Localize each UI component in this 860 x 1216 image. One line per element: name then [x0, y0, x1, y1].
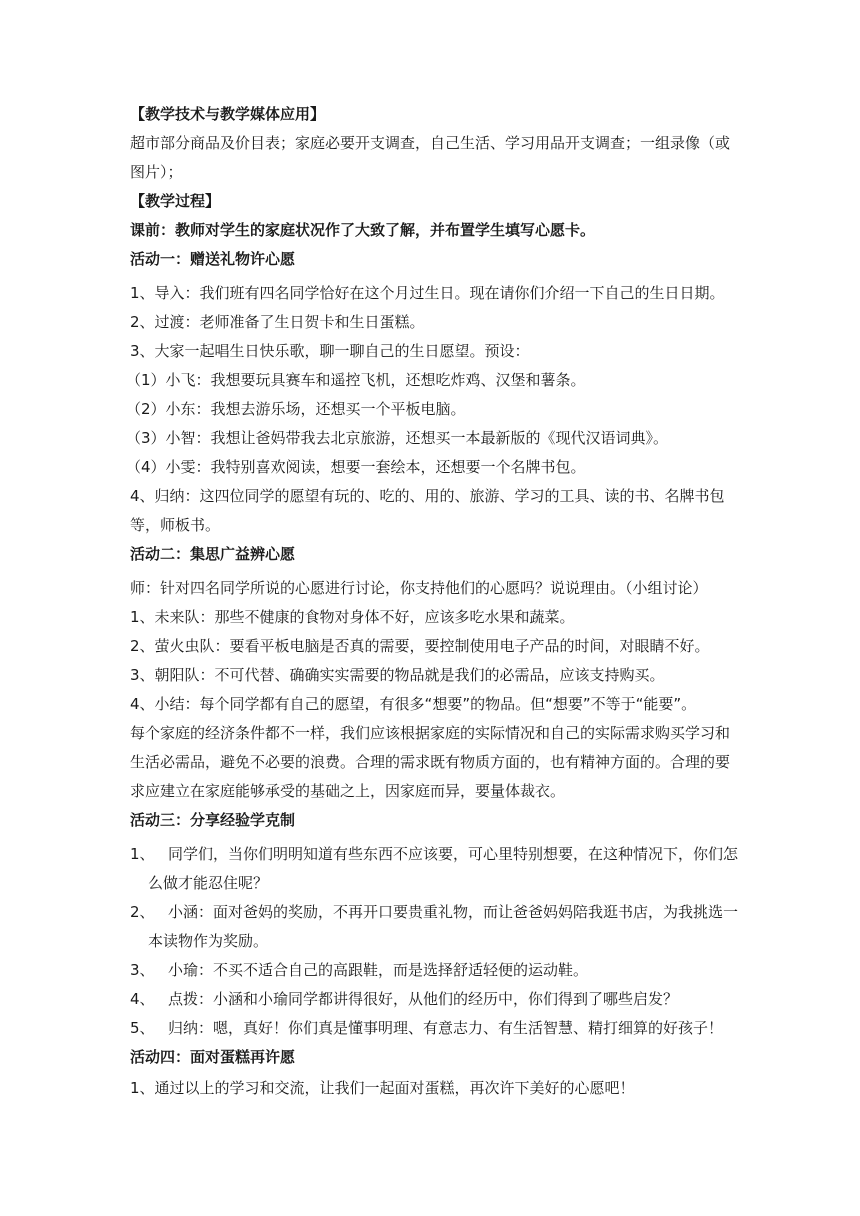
activity1-item: 2、过渡：老师准备了生日贺卡和生日蛋糕。 — [130, 313, 425, 331]
pre-class-line: 课前：教师对学生的家庭状况作了大致了解，并布置学生填写心愿卡。 — [130, 221, 596, 239]
activity3-title: 活动三：分享经验学克制 — [130, 811, 296, 829]
activity1-item: （4）小雯：我特别喜欢阅读，想要一套绘本，还想要一个名牌书包。 — [126, 458, 586, 476]
activity1-item: （2）小东：我想去游乐场，还想买一个平板电脑。 — [126, 400, 466, 418]
activity2-title: 活动二：集思广益辨心愿 — [130, 545, 296, 563]
activity1-item: （1）小飞：我想要玩具赛车和遥控飞机，还想吃炸鸡、汉堡和薯条。 — [126, 371, 586, 389]
section-heading-process: 【教学过程】 — [130, 192, 221, 210]
paragraph-media-2: 图片）； — [130, 163, 183, 181]
activity4-title: 活动四：面对蛋糕再许愿 — [130, 1048, 296, 1066]
activity3-item: 5、 归纳：嗯，真好！你们真是懂事明理、有意志力、有生活智慧、精打细算的好孩子！ — [130, 1019, 724, 1037]
activity2-item: 3、朝阳队：不可代替、确确实实需要的物品就是我们的必需品，应该支持购买。 — [130, 666, 665, 684]
activity3-item: 2、 小涵：面对爸妈的奖励，不再开口要贵重礼物，而让爸爸妈妈陪我逛书店，为我挑选一 — [130, 903, 739, 921]
activity3-item: 3、 小瑜：不买不适合自己的高跟鞋，而是选择舒适轻便的运动鞋。 — [130, 961, 589, 979]
activity3-item: 本读物作为奖励。 — [148, 932, 269, 950]
activity1-item: （3）小智：我想让爸妈带我去北京旅游，还想买一本最新版的《现代汉语词典》。 — [126, 429, 669, 447]
activity3-item: 1、 同学们，当你们明明知道有些东西不应该要，可心里特别想要，在这种情况下，你们怎 — [130, 845, 739, 863]
activity2-item: 求应建立在家庭能够承受的基础之上，因家庭而异，要量体裁衣。 — [130, 782, 566, 800]
activity1-title: 活动一：赠送礼物许心愿 — [130, 250, 296, 268]
activity2-item: 1、未来队：那些不健康的食物对身体不好，应该多吃水果和蔬菜。 — [130, 608, 575, 626]
activity4-item: 1、通过以上的学习和交流，让我们一起面对蛋糕，再次许下美好的心愿吧！ — [130, 1079, 635, 1097]
activity2-item: 生活必需品，避免不必要的浪费。合理的需求既有物质方面的，也有精神方面的。合理的要 — [130, 753, 731, 771]
section-heading-media: 【教学技术与教学媒体应用】 — [130, 105, 326, 123]
activity1-item: 1、导入：我们班有四名同学恰好在这个月过生日。现在请你们介绍一下自己的生日日期。 — [130, 284, 725, 302]
activity1-item: 等，师板书。 — [130, 516, 221, 534]
paragraph-media-1: 超市部分商品及价目表；家庭必要开支调查，自己生活、学习用品开支调查；一组录像（或 — [130, 134, 731, 152]
activity2-item: 2、萤火虫队：要看平板电脑是否真的需要，要控制使用电子产品的时间，对眼睛不好。 — [130, 637, 710, 655]
activity2-item: 每个家庭的经济条件都不一样，我们应该根据家庭的实际情况和自己的实际需求购买学习和 — [130, 724, 731, 742]
activity1-item: 4、归纳：这四位同学的愿望有玩的、吃的、用的、旅游、学习的工具、读的书、名牌书包 — [130, 487, 725, 505]
activity1-item: 3、大家一起唱生日快乐歌，聊一聊自己的生日愿望。预设： — [130, 342, 530, 360]
activity3-item: 4、 点拨：小涵和小瑜同学都讲得很好，从他们的经历中，你们得到了哪些启发？ — [130, 990, 679, 1008]
activity3-item: 么做才能忍住呢？ — [148, 874, 269, 892]
activity2-item: 师：针对四名同学所说的心愿进行讨论，你支持他们的心愿吗？说说理由。（小组讨论） — [130, 579, 708, 597]
activity2-item: 4、小结：每个同学都有自己的愿望，有很多“想要”的物品。但“想要”不等于“能要”。 — [130, 695, 697, 713]
